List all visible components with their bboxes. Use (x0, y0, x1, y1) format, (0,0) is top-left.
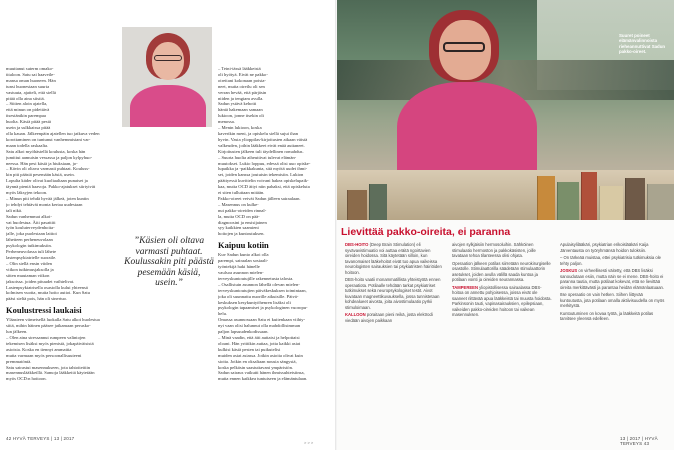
text-line: päättyessä kuvittelin voivani hakea opiskelupaik- (218, 178, 309, 184)
text-line: nut pakko-oireiden rinnal- (218, 207, 267, 213)
text-line: verran hevää, että pärjäsin (218, 89, 267, 95)
article-column-1 (6, 66, 122, 426)
right-page-folio: 13 | 2017 | HYVÄ TERVEYS 43 (620, 436, 658, 446)
article-column-2 (218, 66, 331, 430)
info-box-heading: Lievittää pakko-oireita, ei paranna (341, 226, 511, 238)
text-line: muutokset. Lukio loppuu, edessä olisi uuo opiske- (218, 160, 311, 166)
paragraph-text: Operaation jälkeen potilas siirretään neurokirurgiselle osastolle. Stimulaattorilla säädetään stimulaattorin asetukset, joiden avulla välillä saada kuntoa ja potilaan vointi ja oireiden seurannassa. (452, 260, 551, 282)
paragraph-lead: TAMPEREEN (452, 284, 480, 290)
text-line: tali nikä. (6, 207, 23, 213)
subheading-koulustressi: Koulustressi laukaisi (6, 305, 82, 316)
text-line: helu. (218, 311, 228, 317)
left-page-folio: 42 HYVÄ TERVEYS | 13 | 2017 (6, 436, 75, 441)
text-line: lähetteen perheneuvolaan (6, 237, 53, 243)
text-line: hyvin. Vasta ylioppilas-kirjoitusten aikaan väistä (218, 136, 308, 142)
text-line: tunsi huonestaan suurta (6, 83, 50, 89)
text-line: jaksoissa. joiden pituudet vaihtelivat. (6, 278, 75, 284)
text-line: psykologin tapaamiset ja psykologinen vuoropu- (218, 305, 308, 311)
text-line: mansa oman huoneen. Hän (6, 77, 56, 83)
text-line: Lastenpsykiatrisella osastolla kului yhteensä (6, 284, 88, 290)
text-line: kulkisi käsiä pesten tai puikutelisi (218, 346, 281, 352)
text-line: myös läksyjen tekoon. (6, 190, 48, 196)
text-line: usein ja sulkkaissa pitää (6, 125, 51, 131)
text-line: – Osallistuin asunnon lähellä olevan mielen- (218, 281, 300, 287)
text-line: diagnoosini ja ensisijainen (218, 219, 267, 225)
paragraph (560, 268, 666, 290)
paragraph-text: DBS-hoito vaatii monammatillista yhteistyötä ennen operaatiota. Potilaalle tehdään tarkat psykiatriset tutkimukset sekä neuropsykologiset testit. Aivot kuvataan magneettikuvauksella, jossa tunnistetaan kohdealueet aivosta, joita aivostimulaatio pyrkii stimuloimaan. (345, 277, 441, 310)
info-box-column-1 (345, 242, 445, 432)
text-line: – Masennus on kulke- (218, 201, 259, 207)
text-line: – Minä vaadin, että äiti auttaisi ja helpottaisi (218, 334, 300, 340)
column-1-lines (6, 66, 122, 302)
paragraph-text: poraitaan pieni reikä, josta elektrodi viedään aivojen paikkaan (345, 312, 433, 323)
paragraph (560, 292, 666, 309)
paragraph-text: yliopistollisessa sairaalassa DBS-hoitoa on annettu pohjoisessa, joissa eivät ole saaneet riittävää apua lääkkeistä tai muusta hoidosta. Parkinsonin tauti, vapinasairauksien, epilepsiaan, vaikeiden pakko-oireiden hoitoon tai vaikean masennuksen. (452, 284, 552, 317)
paragraph (452, 261, 552, 283)
paragraph (345, 277, 445, 310)
info-box-column-2 (452, 242, 552, 432)
text-line: psykologin tutkimuksiin. (6, 243, 52, 249)
text-line: lukioon, jonne itsekin oli (218, 113, 264, 119)
photo-caption: Suuret poineet elämänvalinnoista rieheannuttivat Sadun pakko-oireet. (619, 33, 666, 54)
paragraph-lead: KALLOON (345, 312, 367, 317)
text-line: kin piti päästä pesemään käsiä, usein. (6, 172, 75, 178)
paragraph (560, 242, 666, 253)
text-line: terveyskuntoutujien päiväkeskuksen toimintaan, (218, 287, 307, 293)
text-line: joka oli suunnattu nuorille aikuisille. Päivä- (218, 293, 299, 299)
text-line: kaa, mutta OCD äityi niin pahaksi, että opiskeluta (218, 184, 310, 190)
text-line: täynnä pieniä haavoja. Pakko-ajatukset siirtyivät (6, 184, 96, 190)
text-line: vaulsoa asunnon mielen- (218, 270, 264, 275)
paragraph-text: – On tärkeää muistaa, ettei psykiatrisia tutkimuksia ole tehty paljon. (560, 255, 662, 266)
text-line: menossa. (218, 119, 235, 125)
text-line: Sadun vanhemmat alkoi- (6, 213, 52, 219)
paragraph (452, 285, 552, 318)
text-line: la, mutta OCD on pää- (218, 213, 260, 219)
text-line: – Suurta huolta aiheuttivat tulevat elämän- (218, 154, 297, 160)
info-box-column-3 (560, 242, 666, 432)
text-line: työn kouluterveydenhoita- (6, 225, 55, 231)
paragraph (345, 242, 445, 275)
text-line: mutta ennen kaikkea tuntuiseen ja elämäntulaan. (218, 376, 308, 382)
text-line: terveyskuntoutujille rakennetusta talosta. (218, 275, 294, 281)
pull-quote: ”Käsien oli oltava varmasti puhtaat. Koulussakin piti päästä pesemään käsiä, usein.” (124, 236, 214, 288)
text-line: myös OCD:n hoitoon. (6, 376, 47, 382)
text-line: Kirjoitusten jälkeen tuli täydellinen romahdus. (218, 148, 304, 154)
text-line: huolta. Käsiä pitää pestä (6, 119, 51, 125)
subheading-kaipuu-kotiin: Kaipuu kotiin (218, 240, 269, 251)
text-line: viikon tutkimusjaksolla ja (6, 266, 54, 272)
paragraph-text: on virheellisesti väitetty, että DBS lisäksi sanoudutaan esiin, mutta näin se ei mene. DBS-hoito ei paranna tautia, mutta potilaat kokevat, että se lievittää oireita merkittävästi ja parantaa heidän elämänlaatuaan. (560, 268, 665, 290)
continue-arrows: > > > (304, 440, 314, 445)
text-line: niiden ja tengiam avulla. (218, 95, 264, 101)
text-line: korottaminen on tuntunut vanhemmistani var- (6, 136, 91, 142)
portrait-photo (122, 27, 212, 127)
text-line: – Teini-iässä lääkkeistä (218, 66, 261, 71)
paragraph-text: aivojen sylkjäisiin hermosoluihin. Sähköinen stimulaatio hermoston ja pakkokäsisten, joille tavataan tehoa tilanteessa olisi ohjata. (452, 242, 536, 258)
text-line: lastenpsykiatrielle suoraile. (6, 255, 57, 260)
paragraph (560, 311, 666, 322)
text-line: ei siten tulluttaan mitään. (218, 190, 265, 196)
text-line: Omassa asunnossaan Satu ei kuitenkaan viihty- (218, 317, 306, 323)
text-line: Satu sairastui masennukseen, jota tahtoitettiin (6, 364, 91, 370)
text-line: – Kävin oli oltava varmasti puhtaat. Kouluss- (6, 166, 90, 172)
text-line: neessa. Hän pesi käsiä ja hiuksiaan, jo- (6, 160, 78, 166)
text-line: Lopulta käder olivat kuoltaaltaan punaiset ja (6, 178, 88, 184)
text-line: maan todella raskaalta. (6, 142, 49, 148)
text-line: olla kauan. Jälkeenpäin ajatellen tuo jatkuva veden (6, 130, 100, 136)
text-line: lupaikka ja -paikkakunta, sitä myötä uudet ihmi- (218, 166, 308, 172)
text-line: muuttanut suterm omako- (6, 66, 54, 71)
text-line: jumittui aamuisin vessassa ja paljon kylpyhuo- (6, 154, 93, 160)
text-line: Pakko-oireet veivät Sadun jälleen sairaalaan. (218, 195, 301, 201)
text-line: keskuksen kesykuntyöhenren lisäksi oli (218, 299, 291, 305)
column-2-lines (218, 66, 331, 237)
text-line: neet, mutta oireilu oli sen (218, 83, 265, 89)
text-line: masennuslääkkeillä. Samoja lääkkeitä käytetään (6, 370, 95, 376)
text-line: syy kaikkien saamieni (218, 225, 259, 231)
text-line: tekemisen lisäksi myös pienistä, jokapäiväisistä (6, 340, 94, 346)
text-line: kaverikin meni, ja opiskelu siellä sujui ihan (218, 130, 298, 136)
paragraph (560, 255, 666, 266)
text-line: nyt vaan olisi halunnut olla mahdollisimman (218, 323, 301, 329)
text-line: oloani. Hän yrittikin auttaa, jotta kaikki asiat (218, 340, 301, 346)
text-line: asioista. Koska en tiennyt ammattia (6, 346, 72, 352)
paragraph-lead: JOSKUS (560, 268, 579, 273)
text-line: – Olen aina stressannut rumpeen valintojen (6, 334, 86, 340)
text-line: pääsi sieltä pois, hän oli sinertuo. (6, 296, 68, 302)
text-line: titaloon. Satu sai haaveile- (6, 71, 55, 77)
text-line: Sadun sairaus vaikutti hänen ihmissuhteisiinsa, (218, 370, 305, 376)
text-line: sioita. Jotkin en oksaltaan nousia sängystä, (218, 358, 297, 364)
text-line: – Olin siellä ensin viiden (6, 260, 52, 266)
text-line: mutta varmaan myös persoonallisuuteeni (6, 352, 82, 358)
text-line: häntä hakemaan samaan (218, 107, 263, 113)
paragraph-text: Apulaisylilääkäri, psykiatrian erikoislääkäri Kaija Järventausta on työryhmänsä hoidon tuloksiin. (560, 242, 649, 253)
text-line: pitää olla aina siistiä. (6, 95, 45, 101)
paragraph-lead: DBS-HOITO (345, 242, 370, 247)
column-2-tail-lines (218, 252, 331, 382)
text-line: vat huolestua. Äiti pasattiti (6, 219, 56, 225)
text-line: hoitojen ja kuntoutuksen. (218, 231, 265, 237)
text-line: premmatöntä. (6, 358, 32, 364)
text-line: Yläasteen viimeisellä luokalla Satu alkoi huolestua (6, 317, 100, 323)
text-line: – Minun piti tehdä hyvää jälkeä, joten kuntin (6, 195, 89, 201)
paragraph (452, 242, 552, 259)
text-line: että minun on pidettävä (6, 107, 50, 113)
text-line: vastuuta, ajatteli, että siellä (6, 89, 56, 95)
text-line: oireitani kokonaan poista- (218, 77, 266, 83)
text-line: koska pelkäsin saastuttavani ympäristön. (218, 364, 294, 370)
text-line: – Menin lukioon, koska (218, 125, 262, 131)
paragraph (345, 312, 445, 323)
text-line: oli hyötyä. Eivät ne pakko- (218, 71, 268, 77)
column-1-tail-lines (6, 317, 122, 382)
text-line: Perheneuvolassa tuli lähete (6, 249, 57, 255)
text-line: muiden asiat asiassa. Jotkin asioita olivat kuin (218, 352, 303, 358)
text-line: – Siitten aloin ajatella, (6, 101, 48, 107)
text-line: parempi, sairaalan sosiaali- (218, 258, 269, 264)
text-line: kolmisen vuotta, mutta hoito auttoi. Kun Satu (6, 290, 90, 296)
text-line: sitten muutaman viikon (6, 272, 50, 278)
paragraph-text: Itse operaatio on vain hetken. Siihen liittyvää kuntoutusta, jota potilaan omalla aktiivisuudella on myös merkitystä. (560, 292, 665, 308)
text-line: Sadun ystävä kehotti (218, 101, 257, 107)
paragraph-text: Kuntoutuminen on kovaa työtä, ja lääkkeitä potilas tarvitsee yleensä edelleen. (560, 310, 654, 321)
text-line: itsestänikin parempaa (6, 113, 46, 119)
text-line: jalle, joka puolestaan laittoi (6, 231, 57, 237)
text-line: siitä, mihin häinen pääsee jatkamaan perusko- (6, 323, 91, 329)
text-line: set, joiden kanssa joutuisin tekemisiin. Lukion (218, 172, 304, 178)
text-line: paljon lapsuudenkodissaan. (218, 329, 269, 335)
text-line: Satu alkoi myöhästellä koulusta, koska hän (6, 148, 86, 154)
text-line: lun jälkeen. (6, 329, 28, 335)
text-line: työntekijä haki hänelle (218, 264, 260, 270)
text-line: jo tehdyt tehtävät monta kertaa uudestaan (6, 201, 83, 207)
paragraph-text: (Deep Brain Stimulation) eli syvävavistimuatio voi auttaa eräitä ngoirtavien oireiden hoidossa. Sitä käytetään silloin, kun tavanomaiset lääkehoitot eivät tuo apua vaikeissa neurologisten sairauksien tai psykiatristen häiriöiden hoitoon. (345, 242, 442, 275)
text-line: valkeuden, joihin lääkkeet eivät enää auttaneet. (218, 142, 305, 148)
text-line: Kuv Sadun kunto alkoi olla (218, 252, 269, 258)
